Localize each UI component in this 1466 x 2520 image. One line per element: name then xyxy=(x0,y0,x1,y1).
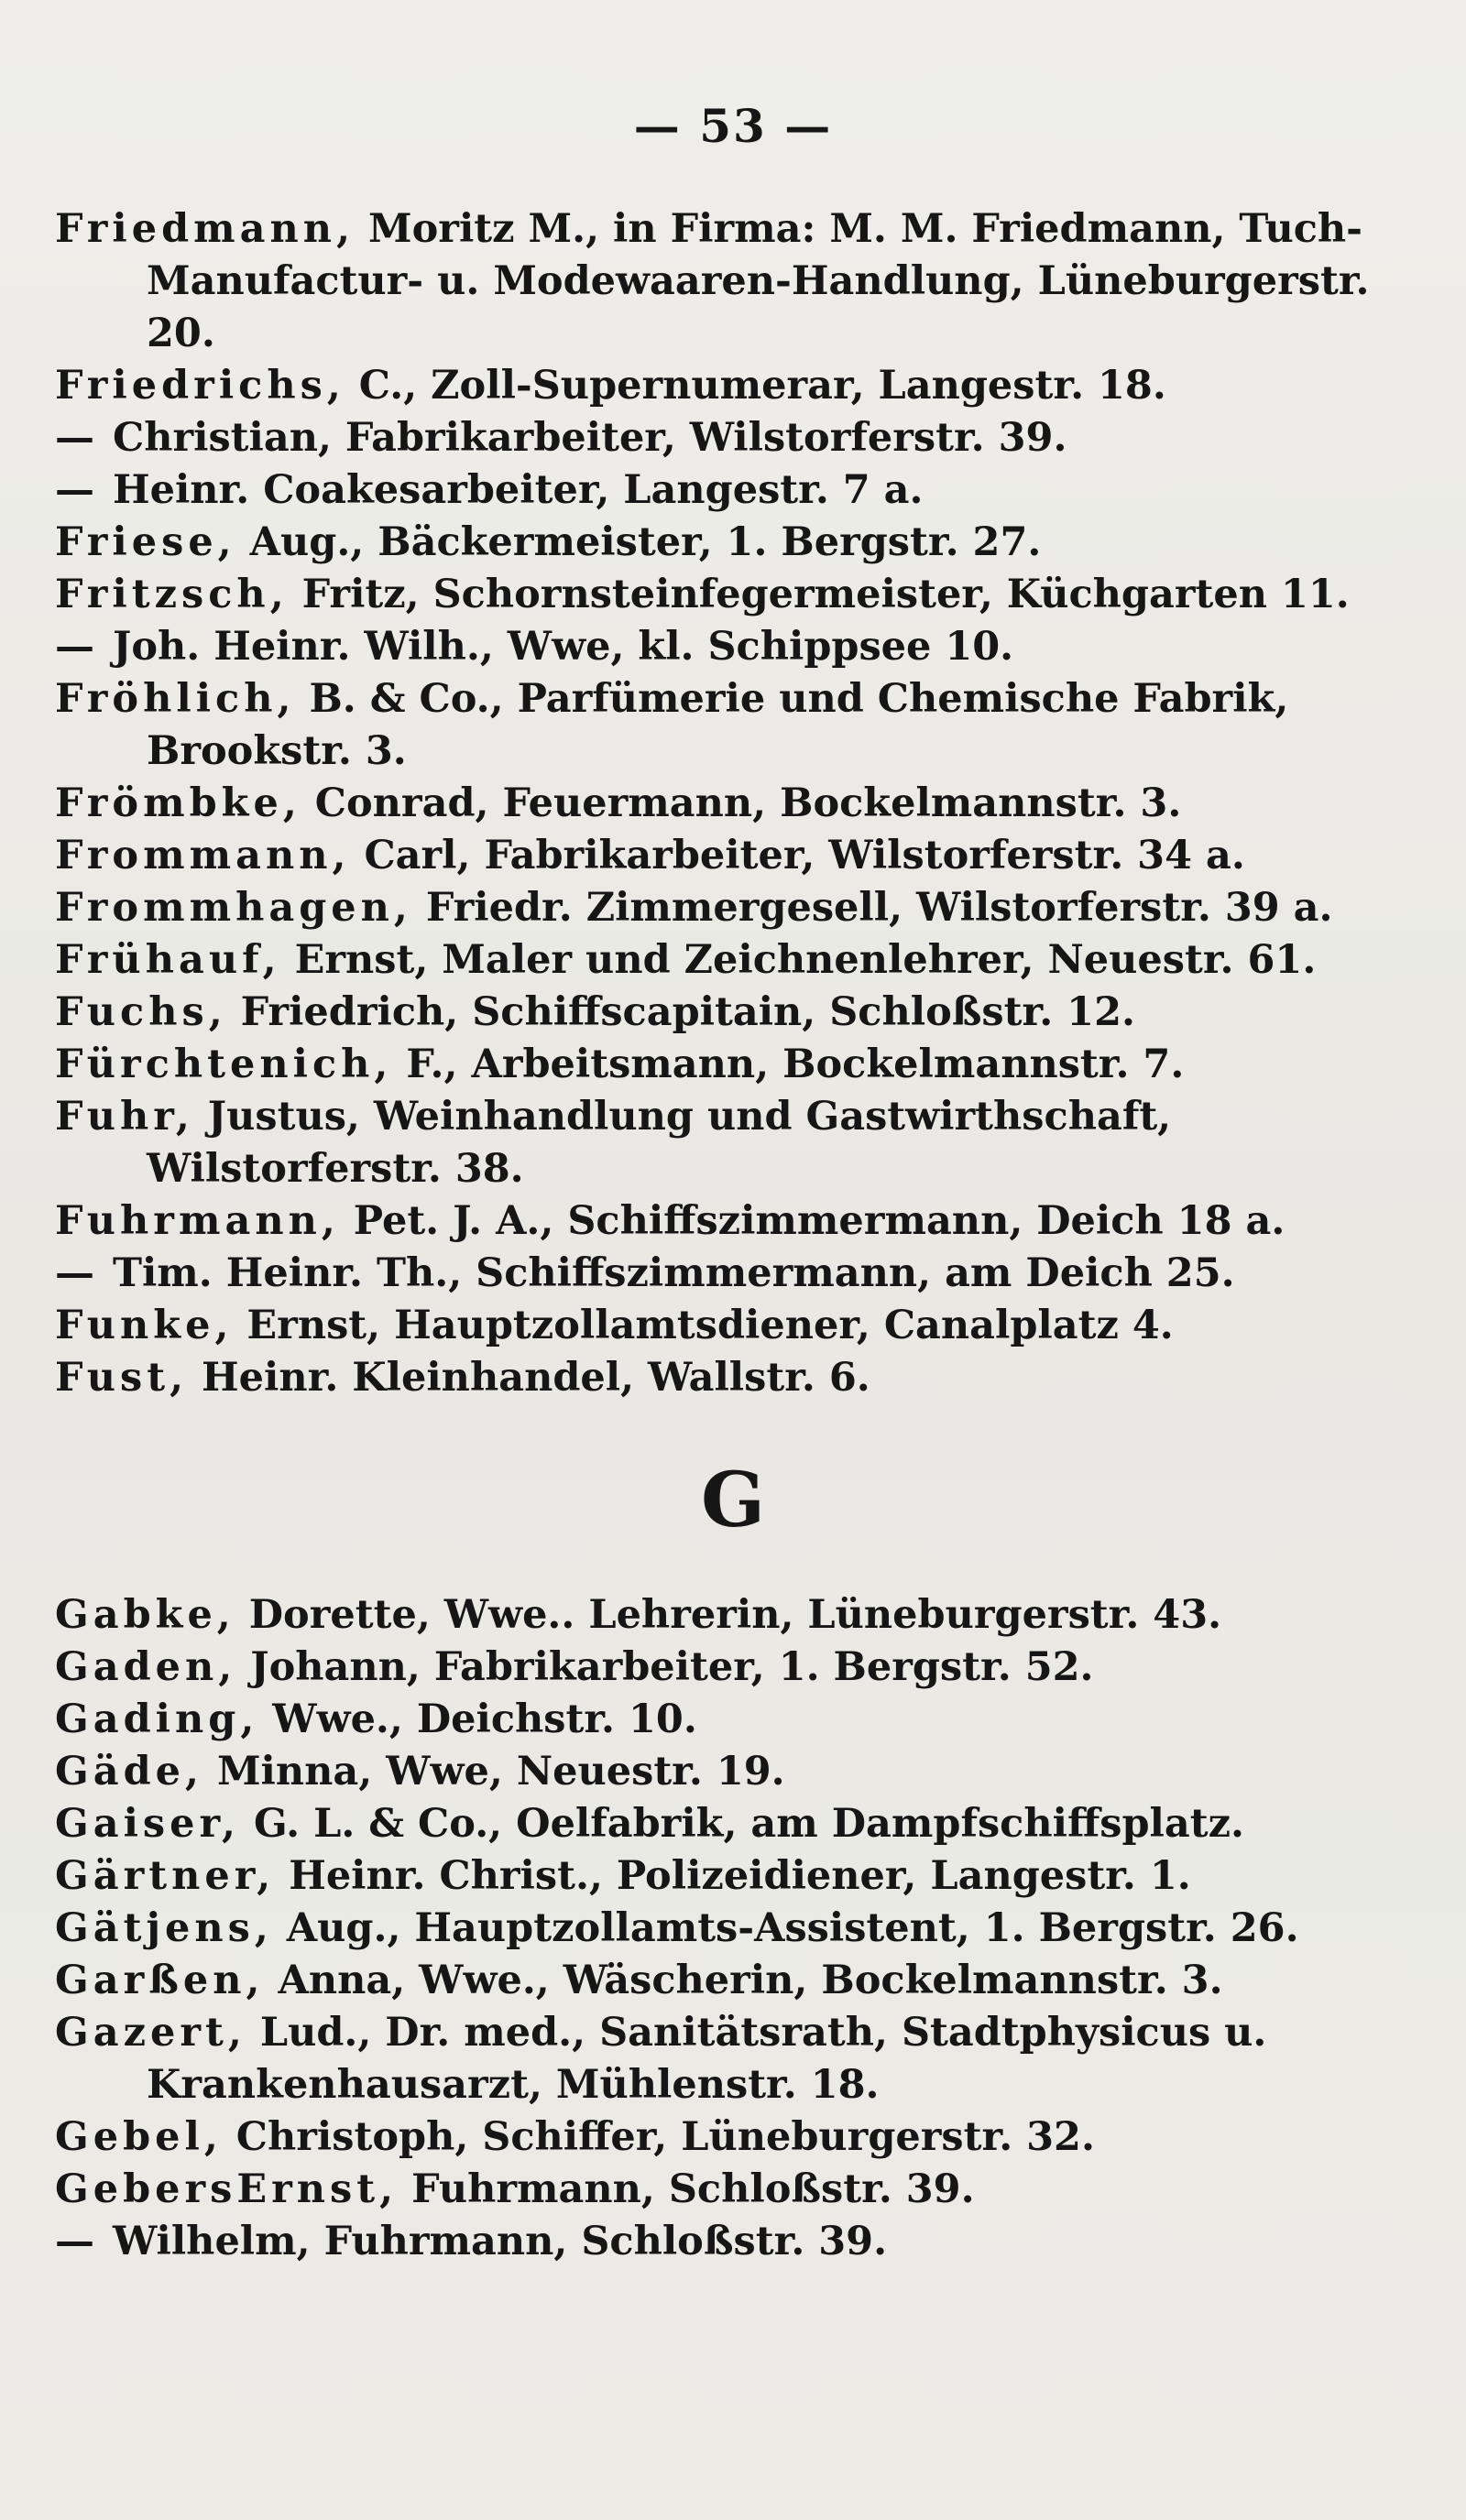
entry-details: Tim. Heinr. Th., Schiffszimmermann, am Deich 25. xyxy=(99,1250,1235,1296)
entry-name: Fuchs, xyxy=(55,989,227,1035)
directory-entry xyxy=(55,1746,1411,1798)
entry-details: Joh. Heinr. Wilh., Wwe, kl. Schippsee 10. xyxy=(99,624,1014,670)
directory-entry xyxy=(55,1798,1411,1850)
directory-entry xyxy=(55,1248,1411,1300)
entry-name: GebersErnst, xyxy=(55,2166,399,2212)
directory-entry xyxy=(55,1091,1411,1195)
entry-name: Fürchtenich, xyxy=(55,1042,393,1087)
directory-entry xyxy=(55,2111,1411,2164)
directory-entry xyxy=(55,1589,1411,1642)
directory-entry xyxy=(55,1955,1411,2007)
directory-entry xyxy=(55,569,1411,621)
directory-entry xyxy=(55,778,1411,830)
directory-entry xyxy=(55,1694,1411,1746)
entry-name: Frommhagen, xyxy=(55,885,412,931)
directory-entry xyxy=(55,360,1411,412)
directory-entry xyxy=(55,830,1411,882)
entry-name: Fust, xyxy=(55,1355,189,1401)
entry-details: Friedr. Zimmergesell, Wilstorferstr. 39 a. xyxy=(411,885,1333,931)
entry-details: Moritz M., in Firma: M. M. Friedmann, Tuch-Manufactur- u. Modewaaren-Handlung, Lüneburgerstr. 20. xyxy=(147,206,1370,356)
directory-entry xyxy=(55,517,1411,569)
entry-details: Ernst, Hauptzollamtsdiener, Canalplatz 4. xyxy=(233,1303,1174,1348)
entry-name: Funke, xyxy=(55,1303,234,1348)
entry-details: F., Arbeitsmann, Bockelmannstr. 7. xyxy=(392,1042,1185,1087)
directory-entry xyxy=(55,2007,1411,2111)
entry-name: Fuhrmann, xyxy=(55,1198,340,1244)
directory-entry xyxy=(55,1300,1411,1352)
directory-entry xyxy=(55,2216,1411,2268)
entry-details: Heinr. Coakesarbeiter, Langestr. 7 a. xyxy=(99,467,924,513)
entry-name: Gärtner, xyxy=(55,1853,276,1899)
entry-details: B. & Co., Parfümerie und Chemische Fabrik, Brookstr. 3. xyxy=(147,676,1289,774)
entry-name: Gätjens, xyxy=(55,1905,273,1951)
entry-details: Johann, Fabrikarbeiter, 1. Bergstr. 52. xyxy=(236,1644,1094,1690)
entry-name: Frömbke, xyxy=(55,780,301,826)
entry-name: — xyxy=(55,467,99,513)
directory-entry xyxy=(55,1195,1411,1248)
entry-details: Conrad, Feuermann, Bockelmannstr. 3. xyxy=(301,780,1182,826)
entry-details: Aug., Hauptzollamts-Assistent, 1. Bergstr. 26. xyxy=(272,1905,1299,1951)
directory-entry xyxy=(55,464,1411,517)
entry-name: — xyxy=(55,624,99,670)
entry-name: Gaiser, xyxy=(55,1801,240,1847)
entry-name: Gaden, xyxy=(55,1644,237,1690)
entry-details: Pet. J. A., Schiffszimmermann, Deich 18 a. xyxy=(339,1198,1285,1244)
entry-details: Ernst, Maler und Zeichnenlehrer, Neuestr. 61. xyxy=(280,937,1317,983)
entry-name: — xyxy=(55,2219,99,2264)
directory-entry xyxy=(55,987,1411,1039)
entry-name: Fritzsch, xyxy=(55,572,289,617)
directory-entry xyxy=(55,673,1411,778)
directory-entry xyxy=(55,1039,1411,1091)
entry-name: Gäde, xyxy=(55,1749,203,1795)
entry-details: Fritz, Schornsteinfegermeister, Küchgarten 11. xyxy=(288,572,1350,617)
directory-entry xyxy=(55,2164,1411,2216)
entry-details: Christoph, Schiffer, Lüneburgerstr. 32. xyxy=(222,2114,1095,2160)
directory-entry xyxy=(55,621,1411,673)
entry-details: G. L. & Co., Oelfabrik, am Dampfschiffsplatz. xyxy=(239,1801,1244,1847)
directory-entry xyxy=(55,1642,1411,1694)
entry-name: Fröhlich, xyxy=(55,676,296,722)
entry-details: C., Zoll-Supernumerar, Langestr. 18. xyxy=(345,363,1166,409)
entry-name: Fuhr, xyxy=(55,1094,194,1140)
entry-name: Frommann, xyxy=(55,833,351,878)
directory-entry xyxy=(55,203,1411,360)
entry-name: — xyxy=(55,1250,99,1296)
entry-details: Carl, Fabrikarbeiter, Wilstorferstr. 34 a. xyxy=(350,833,1245,878)
directory-entry xyxy=(55,1850,1411,1903)
directory-entry xyxy=(55,1903,1411,1955)
entry-name: Friese, xyxy=(55,519,236,565)
directory-entry xyxy=(55,412,1411,464)
entry-details: Heinr. Christ., Polizeidiener, Langestr. 1. xyxy=(275,1853,1191,1899)
entries-g-list xyxy=(55,1589,1411,2268)
page-number: — 53 — xyxy=(633,99,833,153)
entry-name: Friedmann, xyxy=(55,206,356,252)
entries-f-list xyxy=(55,203,1411,1404)
directory-entry xyxy=(55,882,1411,934)
entry-details: Aug., Bäckermeister, 1. Bergstr. 27. xyxy=(235,519,1042,565)
entry-details: Anna, Wwe., Wäscherin, Bockelmannstr. 3. xyxy=(264,1958,1223,2003)
entry-details: Dorette, Wwe.. Lehrerin, Lüneburgerstr. 43. xyxy=(235,1592,1222,1638)
directory-entry xyxy=(55,934,1411,987)
entry-details: Heinr. Kleinhandel, Wallstr. 6. xyxy=(188,1355,870,1401)
entry-name: Friedrichs, xyxy=(55,363,345,409)
entry-details: Lud., Dr. med., Sanitätsrath, Stadtphysicus u. Krankenhausarzt, Mühlenstr. 18. xyxy=(147,2010,1267,2108)
entry-details: Wwe., Deichstr. 10. xyxy=(258,1696,697,1742)
entry-name: Gading, xyxy=(55,1696,259,1742)
section-letter-heading: G xyxy=(700,1456,766,1544)
entry-name: Gabke, xyxy=(55,1592,235,1638)
entry-details: Christian, Fabrikarbeiter, Wilstorferstr. 39. xyxy=(99,415,1067,461)
entry-name: Garßen, xyxy=(55,1958,265,2003)
entry-name: Frühauf, xyxy=(55,937,281,983)
entry-name: — xyxy=(55,415,99,461)
entry-details: Friedrich, Schiffscapitain, Schloßstr. 12. xyxy=(226,989,1135,1035)
entry-details: Fuhrmann, Schloßstr. 39. xyxy=(398,2166,975,2212)
directory-entry xyxy=(55,1352,1411,1404)
entry-details: Minna, Wwe, Neuestr. 19. xyxy=(202,1749,785,1795)
entry-name: Gazert, xyxy=(55,2010,246,2056)
entry-details: Justus, Weinhandlung und Gastwirthschaft, Wilstorferstr. 38. xyxy=(147,1094,1172,1192)
entry-details: Wilhelm, Fuhrmann, Schloßstr. 39. xyxy=(99,2219,888,2264)
entry-name: Gebel, xyxy=(55,2114,223,2160)
